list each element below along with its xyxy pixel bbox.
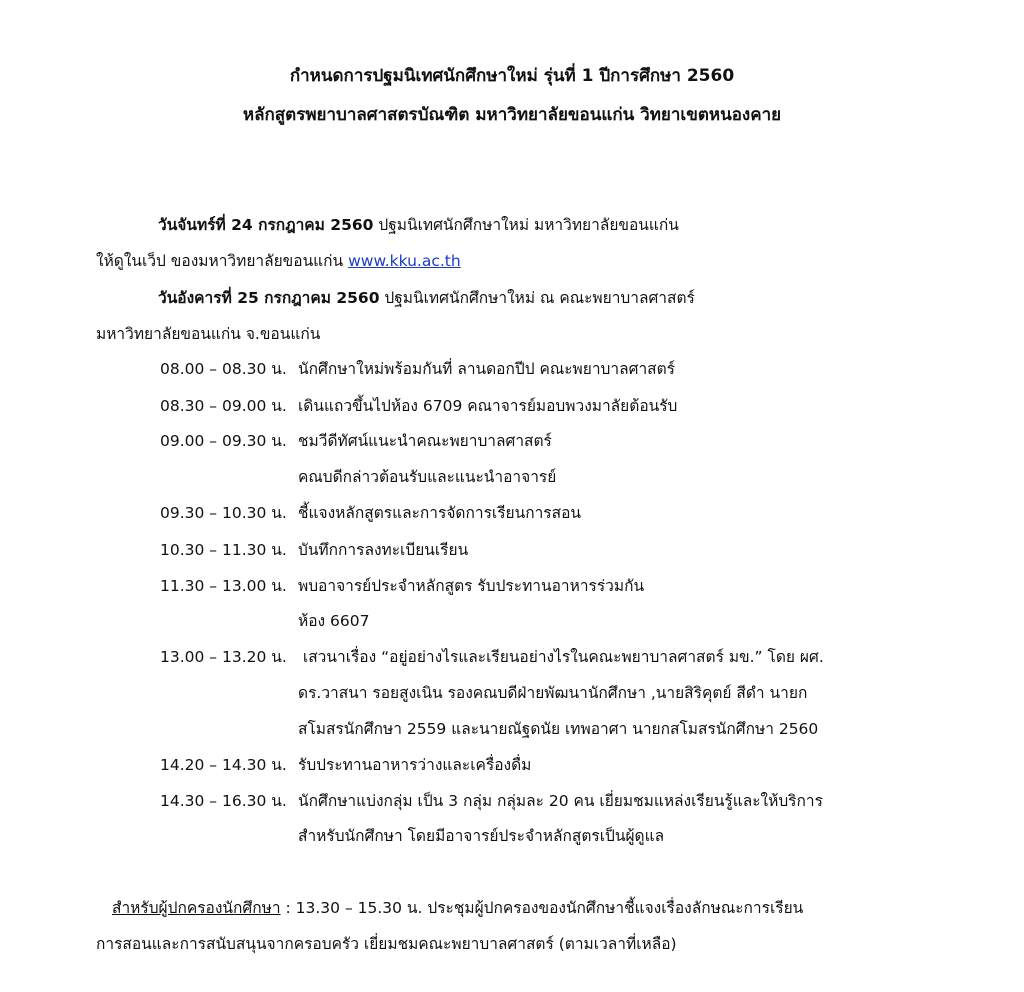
schedule-time: 09.00 – 09.30 น. [160,432,287,450]
schedule-time: 09.30 – 10.30 น. [160,504,287,522]
schedule-text: เดินแถวขึ้นไปห้อง 6709 คณาจารย์มอบพวงมาลัยต้อนรับ [298,397,678,415]
schedule-time: 14.20 – 14.30 น. [160,756,287,774]
schedule-text: ชมวีดีทัศน์แนะนำคณะพยาบาลศาสตร์ [298,432,552,450]
day2-text: ปฐมนิเทศนักศึกษาใหม่ ณ คณะพยาบาลศาสตร์ [379,289,695,307]
schedule-row [160,788,823,813]
parents-text: 13.30 – 15.30 น. ประชุมผู้ปกครองของนักศึกษาชี้แจงเรื่องลักษณะการเรียน [295,899,804,917]
parents-note [112,895,803,920]
day2-date: วันอังคารที่ 25 กรกฎาคม 2560 [158,289,380,307]
schedule-time: 13.00 – 13.20 น. [160,648,287,666]
day1-heading [158,212,679,237]
schedule-time: 11.30 – 13.00 น. [160,577,287,595]
schedule-time: 08.00 – 08.30 น. [160,360,287,378]
schedule-time: 08.30 – 09.00 น. [160,397,287,415]
day1-cont-prefix: ให้ดูในเว็ป ของมหาวิทยาลัยขอนแก่น [96,252,349,270]
day2-heading [158,285,695,310]
schedule-row [160,428,552,453]
schedule-text: พบอาจารย์ประจำหลักสูตร รับประทานอาหารร่วมกัน [298,577,645,595]
schedule-row [160,537,468,562]
schedule-text: เสวนาเรื่อง “อยู่อย่างไรและเรียนอย่างไรในคณะพยาบาลศาสตร์ มข.” โดย ผศ. [298,648,824,666]
schedule-text-continuation: สโมสรนักศึกษา 2559 และนายณัฐดนัย เทพอาศา นายกสโมสรนักศึกษา 2560 [298,720,819,738]
schedule-text: นักศึกษาแบ่งกลุ่ม เป็น 3 กลุ่ม กลุ่มละ 20 คน เยี่ยมชมแหล่งเรียนรู้และให้บริการ [298,792,823,810]
day1-text: ปฐมนิเทศนักศึกษาใหม่ มหาวิทยาลัยขอนแก่น [373,216,679,234]
day1-date: วันจันทร์ที่ 24 กรกฎาคม 2560 [158,216,374,234]
kku-website-link[interactable]: www.kku.ac.th [348,252,461,270]
schedule-row [160,500,581,525]
day2-continuation: มหาวิทยาลัยขอนแก่น จ.ขอนแก่น [96,325,321,343]
schedule-text: รับประทานอาหารว่างและเครื่องดื่ม [298,756,532,774]
parents-continuation: การสอนและการสนับสนุนจากครอบครัว เยี่ยมชมคณะพยาบาลศาสตร์ (ตามเวลาที่เหลือ) [96,935,677,953]
schedule-text-continuation: คณบดีกล่าวต้อนรับและแนะนำอาจารย์ [298,468,557,486]
schedule-time: 14.30 – 16.30 น. [160,792,287,810]
schedule-row [160,393,677,418]
schedule-row [160,752,531,777]
schedule-text-continuation: ห้อง 6607 [298,612,370,630]
document-title-line2: หลักสูตรพยาบาลศาสตรบัณฑิต มหาวิทยาลัยขอนแก่น วิทยาเขตหนองคาย [242,105,782,125]
parents-separator: : [280,899,296,917]
parents-label: สำหรับผู้ปกครองนักศึกษา [112,899,281,917]
schedule-row [160,573,644,598]
schedule-time: 10.30 – 11.30 น. [160,541,287,559]
schedule-text-continuation: ดร.วาสนา รอยสูงเนิน รองคณบดีฝ่ายพัฒนานักศึกษา ,นายสิริคุตย์ สีดำ นายก [298,684,808,702]
document-title-line1: กำหนดการปฐมนิเทศนักศึกษาใหม่ รุ่นที่ 1 ปีการศึกษา 2560 [289,66,735,86]
day1-continuation [96,248,461,273]
schedule-text: บันทึกการลงทะเบียนเรียน [298,541,469,559]
schedule-text-continuation: สำหรับนักศึกษา โดยมีอาจารย์ประจำหลักสูตรเป็นผู้ดูแล [298,827,665,845]
schedule-row [160,356,675,381]
schedule-text: นักศึกษาใหม่พร้อมกันที่ ลานดอกปีป คณะพยาบาลศาสตร์ [298,360,675,378]
schedule-row [160,644,824,669]
schedule-text: ชี้แจงหลักสูตรและการจัดการเรียนการสอน [298,504,581,522]
